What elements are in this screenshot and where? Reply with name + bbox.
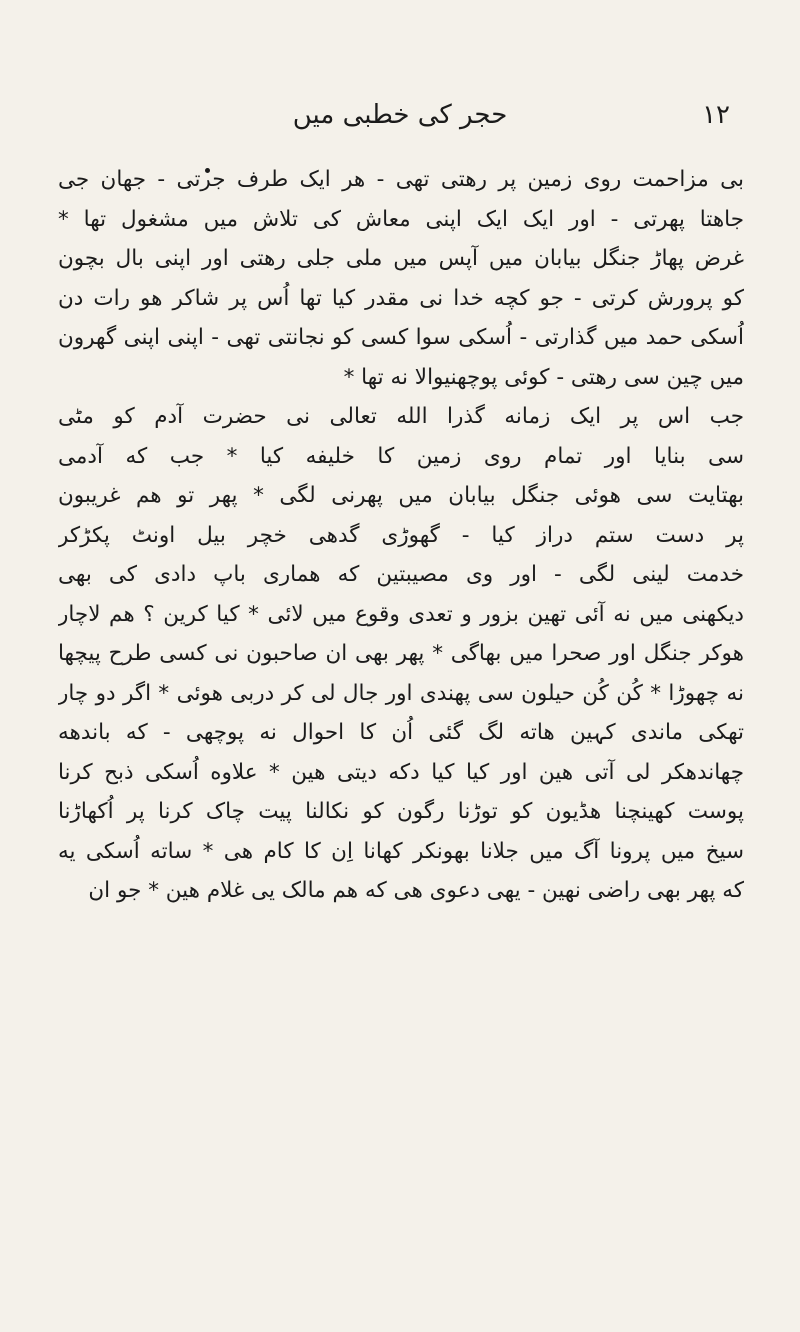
text-line: هوکر جنگل اور صحرا میں بهاگی * پهر بهی ان صاحبون نی کسی طرح پیچها [58, 641, 744, 666]
text-line: جب اس پر ایک زمانه گذرا الله تعالی نی حضرت آدم کو مٹی [58, 404, 744, 429]
text-line: نه چهوڑا * کُن کُن حیلون سی پهندی اور جال لی کر دربی هوئی * اگر دو چار [58, 680, 744, 706]
text-line: دیکهنی میں نه آئی تهین بزور و تعدی وقوع میں لائی * کیا کرین ؟ هم لاچار [58, 601, 744, 627]
text-line: خدمت لینی لگی - اور وی مصیبتین که هماری باپ دادی کی بهی [58, 562, 744, 587]
page-header [70, 96, 730, 146]
running-title: حجر کی خطبی میں [292, 100, 508, 130]
text-line: سیخ میں پرونا آگ میں جلانا بهونکر کهانا اِن کا کام هی * ساته اُسکی یه [58, 838, 744, 864]
text-line: چهاندهکر لی آتی هین اور کیا کیا دکه دیتی هین * علاوه اُسکی ذبح کرنا [58, 759, 744, 785]
text-line: که پهر بهی راضی نهین - یهی دعوی هی که هم مالک یی غلام هین * جو ان [88, 878, 744, 903]
page-number: ۱۲ [702, 100, 730, 130]
text-line: بهتایت سی هوئی جنگل بیابان میں پهرنی لگی * پهر تو هم غریبون [58, 483, 744, 508]
text-line: اُسکی حمد میں گذارتی - اُسکی سوا کسی کو نجانتی تهی - اپنی اپنی گهرون [58, 325, 744, 350]
text-line: میں چین سی رهتی - کوئی پوچهنیوالا نه تها * [343, 364, 744, 390]
text-line: جاهتا پهرتی - اور ایک ایک اپنی معاش کی تلاش میں مشغول تها * [58, 206, 744, 232]
body-text [58, 160, 744, 911]
text-line: غرض پهاڑ جنگل بیابان میں آپس میں ملی جلی رهتی اور اپنی بال بچون [58, 246, 744, 271]
text-line: پوست کهینچنا هڈیون کو توڑنا رگون کو نکالنا پیت چاک کرنا پر اُکهاڑنا [58, 799, 744, 824]
text-line: بی مزاحمت روی زمین پر رهتی تهی - هر ایک طرف جرتی - جهان جی [58, 167, 744, 192]
text-line: سی بنایا اور تمام روی زمین کا خلیفه کیا * جب که آدمی [58, 443, 744, 469]
text-line: پر دست ستم دراز کیا - گهوڑی گدهی خچر بیل اونٹ پکڑکر [58, 522, 744, 548]
text-line: کو پرورش کرتی - جو کچه خدا نی مقدر کیا تها اُس پر شاکر هو رات دن [58, 285, 744, 311]
text-line: تهکی ماندی کہین هاته لگ گئی اُن کا احوال نه پوچهی - که باندهه [58, 720, 744, 745]
